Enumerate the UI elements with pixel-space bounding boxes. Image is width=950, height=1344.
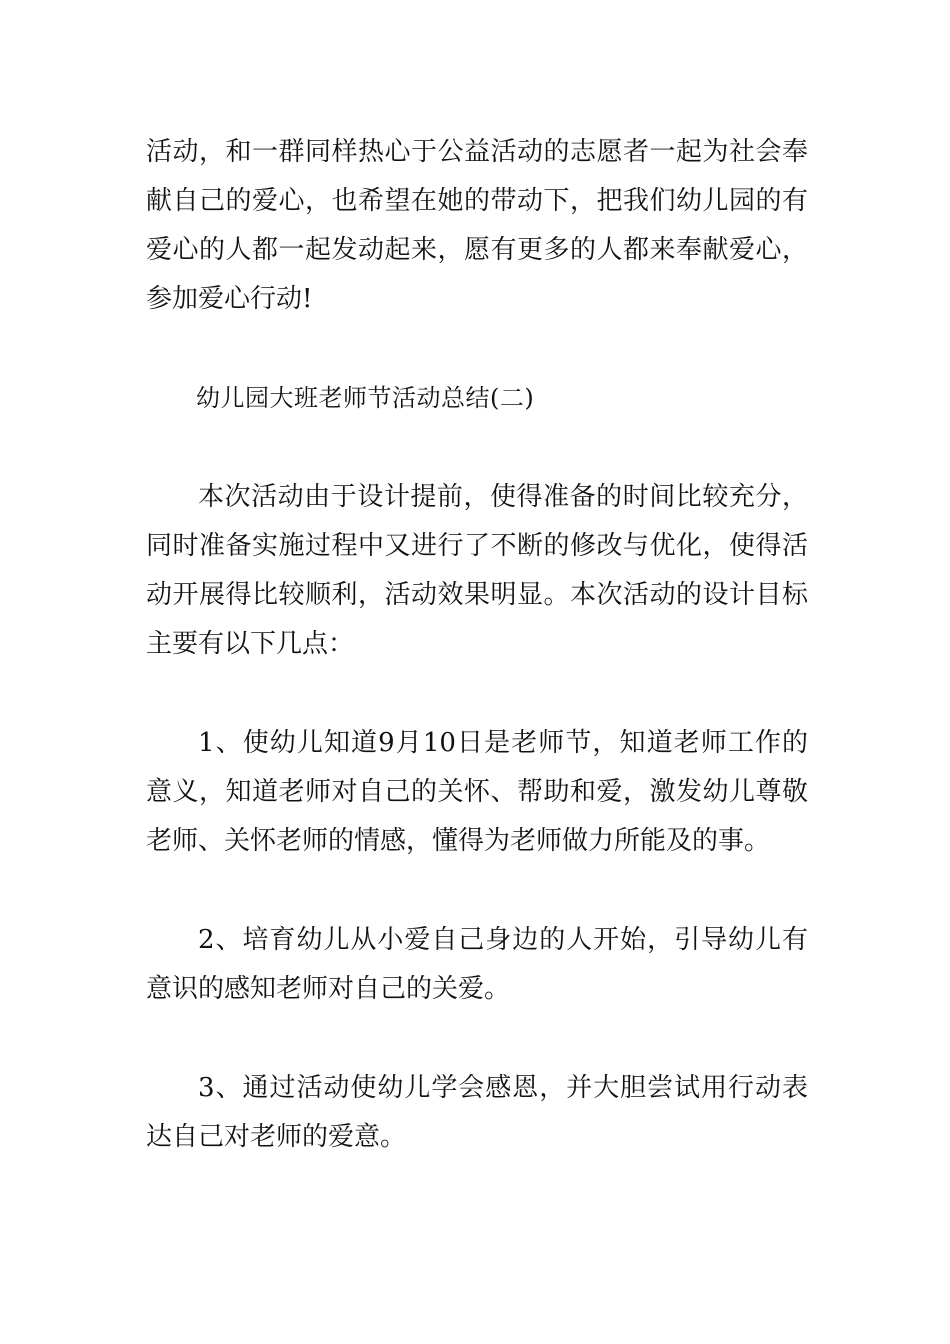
goal-item-2: 2、培育幼儿从小爱自己身边的人开始，引导幼儿有意识的感知老师对自己的关爱。: [146, 925, 808, 1004]
goal-item-1: 1、使幼儿知道9月10日是老师节，知道老师工作的意义，知道老师对自己的关怀、帮助和爱，激发幼儿尊敬老师、关怀老师的情感，懂得为老师做力所能及的事。: [146, 728, 808, 856]
document-body: [146, 128, 808, 1162]
continuation-paragraph: 活动，和一群同样热心于公益活动的志愿者一起为社会奉献自己的爱心，也希望在她的带动下，把我们幼儿园的有爱心的人都一起发动起来，愿有更多的人都来奉献爱心，参加爱心行动!: [146, 137, 808, 314]
section-heading: 幼儿园大班老师节活动总结(二): [196, 384, 535, 412]
goal-item-3: 3、通过活动使幼儿学会感恩，并大胆尝试用行动表达自己对老师的爱意。: [146, 1073, 808, 1152]
intro-paragraph: 本次活动由于设计提前，使得准备的时间比较充分，同时准备实施过程中又进行了不断的修改与优化，使得活动开展得比较顺利，活动效果明显。本次活动的设计目标主要有以下几点：: [146, 482, 808, 659]
